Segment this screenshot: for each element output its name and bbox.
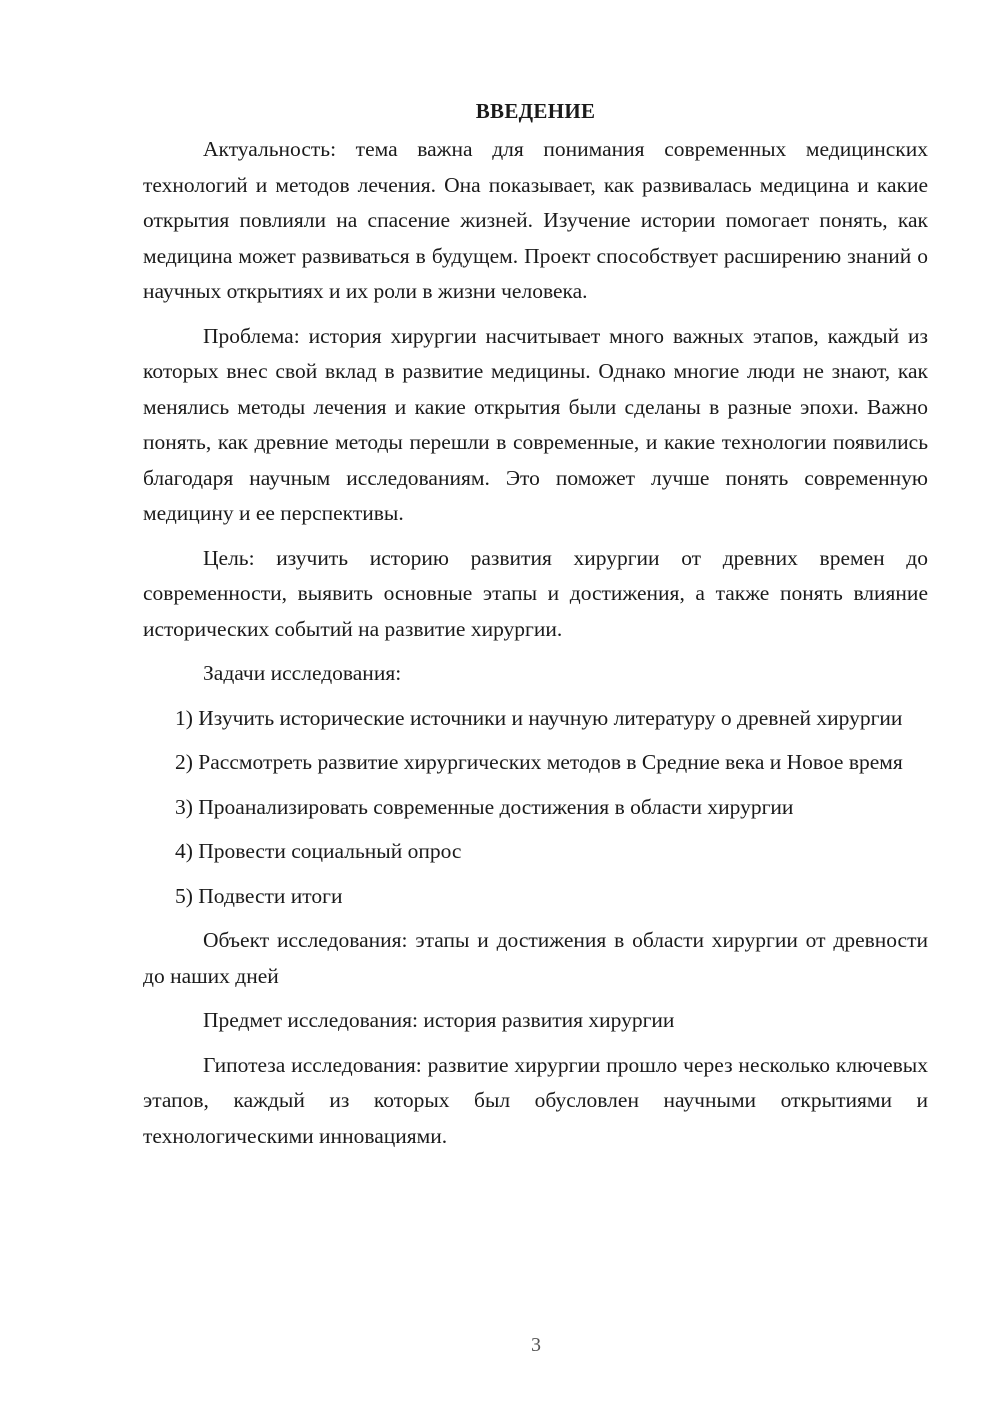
paragraph-object: Объект исследования: этапы и достижения в области хирургии от древности до наших дней	[143, 928, 928, 988]
task-item-4: 4) Провести социальный опрос	[175, 839, 462, 863]
page-title: ВВЕДЕНИЕ	[475, 99, 596, 123]
task-item-2: 2) Рассмотреть развитие хирургических методов в Средние века и Новое время	[175, 750, 903, 774]
tasks-title: Задачи исследования:	[203, 661, 402, 685]
paragraph-relevance: Актуальность: тема важна для понимания современных медицинских технологий и методов лечения. Она показывает, как развивалась медицина и какие открытия повлияли на спасение жизней. Изучение истории помогает понять, как медицина может развиваться в будущем. Проект способствует расширению знаний о научных открытиях и их роли в жизни человека.	[143, 137, 928, 303]
document-page	[143, 92, 928, 1154]
paragraph-goal: Цель: изучить историю развития хирургии от древних времен до современности, выявить основные этапы и достижения, а также понять влияние исторических событий на развитие хирургии.	[143, 545, 928, 641]
task-item-3: 3) Проанализировать современные достижения в области хирургии	[175, 794, 794, 819]
paragraph-hypothesis: Гипотеза исследования: развитие хирургии прошло через несколько ключевых этапов, каждый из которых был обусловлен научными открытиями и технологическими инновациями.	[143, 1052, 928, 1148]
paragraph-problem: Проблема: история хирургии насчитывает много важных этапов, каждый из которых внес свой вклад в развитие медицины. Однако многие люди не знают, как менялись методы лечения и какие открытия были сделаны в разные эпохи. Важно понять, как древние методы перешли в современные, и какие технологии появились благодаря научным исследованиям. Это поможет лучше понять современную медицину и ее перспективы.	[143, 323, 928, 525]
paragraph-subject: Предмет исследования: история развития хирургии	[203, 1008, 675, 1032]
task-item-1: 1) Изучить исторические источники и научную литературу о древней хирургии	[175, 705, 903, 730]
page-number: 3	[531, 1334, 541, 1356]
task-item-5: 5) Подвести итоги	[175, 883, 343, 908]
